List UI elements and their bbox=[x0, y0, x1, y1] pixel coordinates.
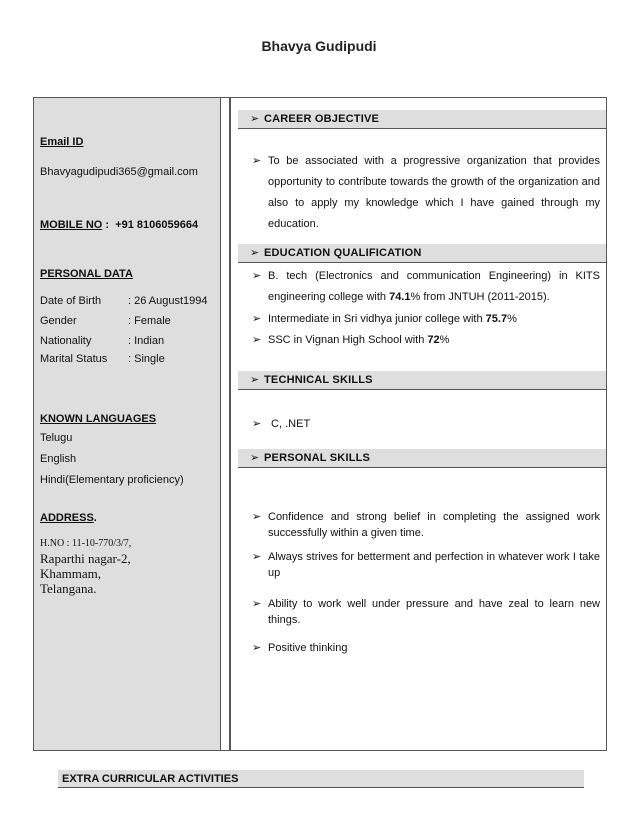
mobile-value: +91 8106059664 bbox=[115, 219, 199, 231]
personal-skill-item bbox=[252, 549, 600, 581]
mobile-line bbox=[40, 219, 198, 231]
career-objective-text: To be associated with a progressive organization that provides opportunity to contribute towards the growth of the organization and also to apply my knowledge which I have gained through my education. bbox=[268, 155, 600, 230]
arrow-bullet-icon: ➢ bbox=[250, 452, 260, 464]
personal-skill-item bbox=[252, 640, 600, 656]
arrow-bullet-icon: ➢ bbox=[252, 155, 262, 167]
arrow-bullet-icon: ➢ bbox=[252, 551, 262, 563]
section-title: TECHNICAL SKILLS bbox=[264, 374, 373, 386]
personal-row-label: Date of Birth bbox=[40, 295, 102, 307]
technical-skill-text: C, .NET bbox=[268, 418, 311, 430]
personal-skill-text: Positive thinking bbox=[268, 642, 348, 654]
arrow-bullet-icon: ➢ bbox=[250, 247, 260, 259]
arrow-bullet-icon: ➢ bbox=[252, 270, 262, 282]
column-divider bbox=[229, 97, 231, 751]
address-dot: . bbox=[93, 512, 97, 524]
personal-skill-text: Always strives for betterment and perfection in whatever work I take up bbox=[268, 551, 600, 579]
address-line: Telangana. bbox=[40, 581, 97, 596]
languages-heading: KNOWN LANGUAGES bbox=[40, 413, 157, 425]
arrow-bullet-icon: ➢ bbox=[252, 511, 262, 523]
personal-skill-text: Ability to work well under pressure and have zeal to learn new things. bbox=[268, 598, 600, 626]
arrow-bullet-icon: ➢ bbox=[252, 642, 262, 654]
education-item bbox=[252, 266, 600, 308]
personal-row-value: : Single bbox=[128, 353, 165, 365]
arrow-bullet-icon: ➢ bbox=[250, 113, 260, 125]
address-line: Raparthi nagar-2, bbox=[40, 551, 131, 566]
arrow-bullet-icon: ➢ bbox=[252, 313, 262, 325]
email-value: Bhavyagudipudi365@gmail.com bbox=[40, 166, 198, 178]
personal-row-label: Gender bbox=[40, 315, 77, 327]
personal-row-value: : Female bbox=[128, 315, 171, 327]
arrow-bullet-icon: ➢ bbox=[252, 334, 262, 346]
personal-data-heading: PERSONAL DATA bbox=[40, 268, 133, 280]
personal-skill-item bbox=[252, 509, 600, 541]
education-percentage: 75.7 bbox=[485, 313, 508, 325]
language-item: Hindi(Elementary proficiency) bbox=[40, 474, 184, 486]
address-line: Khammam, bbox=[40, 566, 102, 581]
language-item: Telugu bbox=[40, 432, 73, 444]
address-heading: ADDRESS bbox=[40, 512, 94, 524]
personal-skill-text: Confidence and strong belief in completing the assigned work successfully within a given time. bbox=[268, 511, 600, 539]
mobile-label: MOBILE NO bbox=[40, 219, 103, 231]
section-education bbox=[238, 244, 606, 263]
arrow-bullet-icon: ➢ bbox=[252, 418, 262, 430]
career-objective-item bbox=[252, 151, 600, 235]
education-item bbox=[252, 311, 600, 327]
education-text: % bbox=[507, 313, 517, 325]
education-item bbox=[252, 332, 600, 348]
technical-skill-item bbox=[252, 416, 600, 432]
personal-row-value: : 26 August1994 bbox=[128, 295, 208, 307]
personal-row-label: Marital Status bbox=[40, 353, 108, 365]
email-heading: Email ID bbox=[40, 136, 84, 148]
education-text: SSC in Vignan High School with bbox=[268, 334, 428, 346]
personal-row-value: : Indian bbox=[128, 335, 165, 347]
address-line: H.NO : 11-10-770/3/7, bbox=[40, 538, 132, 549]
personal-skill-item bbox=[252, 596, 600, 628]
section-extra-curricular: EXTRA CURRICULAR ACTIVITIES bbox=[58, 770, 584, 788]
section-technical-skills bbox=[238, 371, 606, 390]
education-text: % from JNTUH (2011-2015). bbox=[410, 291, 550, 303]
personal-row-label: Nationality bbox=[40, 335, 92, 347]
education-percentage: 72 bbox=[427, 334, 440, 346]
arrow-bullet-icon: ➢ bbox=[252, 598, 262, 610]
section-personal-skills bbox=[238, 449, 606, 468]
education-text: Intermediate in Sri vidhya junior college with bbox=[268, 313, 486, 325]
section-title: EDUCATION QUALIFICATION bbox=[264, 247, 422, 259]
address-heading-line bbox=[40, 512, 97, 524]
education-text: B. tech (Electronics and communication Engineering) in KITS engineering college with bbox=[268, 270, 600, 303]
section-title: CAREER OBJECTIVE bbox=[264, 113, 380, 125]
candidate-name: Bhavya Gudipudi bbox=[261, 38, 377, 54]
education-percentage: 74.1 bbox=[389, 291, 411, 303]
section-title: PERSONAL SKILLS bbox=[264, 452, 371, 464]
language-item: English bbox=[40, 453, 77, 465]
mobile-separator: : bbox=[102, 219, 116, 231]
section-career-objective bbox=[238, 110, 606, 129]
arrow-bullet-icon: ➢ bbox=[250, 374, 260, 386]
education-text: % bbox=[439, 334, 450, 346]
